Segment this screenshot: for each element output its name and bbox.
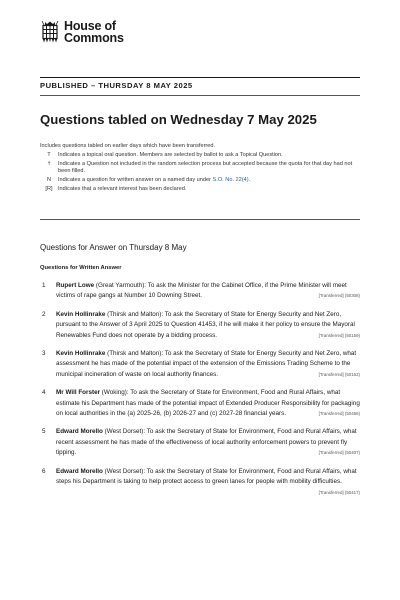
logo-line-2: Commons xyxy=(64,31,124,45)
key-symbol: N xyxy=(46,177,52,184)
question-text: To ask the Secretary of State for Energy Security and Net Zero, pursuant to the Answer of 3 April 2025 to Question 41453, if he will make it her policy to ensure the Mayoral Renewables Fund does not operate by a bidding process. xyxy=(56,310,355,339)
standing-order-link[interactable]: S.O. No. 22(4) xyxy=(212,177,249,184)
question-body xyxy=(56,281,360,302)
key-text: Indicates a question for written answer on a named day under xyxy=(58,177,213,184)
key-text: Indicates a topical oral question. Members are selected by ballot to ask a Topical Question. xyxy=(58,152,283,158)
question-item xyxy=(40,427,360,458)
key-symbol: T xyxy=(47,152,51,158)
key-text-container xyxy=(58,177,360,184)
question-number: 2 xyxy=(42,310,46,318)
question-reference: [Transferred] (50162) xyxy=(318,371,360,377)
divider xyxy=(40,219,360,220)
question-body xyxy=(56,310,360,341)
key-item xyxy=(40,186,360,193)
question-body xyxy=(56,427,360,458)
published-date: PUBLISHED – THURSDAY 8 MAY 2025 xyxy=(40,81,193,90)
symbol-key xyxy=(40,152,360,195)
key-text: Indicates a Question not included in the random selection process but accepted because the quota for that day had not been filled. xyxy=(58,161,353,175)
question-item xyxy=(40,310,360,341)
question-item xyxy=(40,467,360,498)
question-number: 3 xyxy=(42,350,46,358)
key-text-suffix: . xyxy=(248,177,251,184)
question-body xyxy=(56,349,360,380)
questions-list xyxy=(40,281,360,498)
key-text: Indicates that a relevant interest has been declared. xyxy=(58,186,187,193)
constituency: (Thirsk and Malton): xyxy=(107,350,164,358)
question-reference: [Transferred] (50159) xyxy=(318,332,360,338)
constituency: (West Dorset): xyxy=(104,428,146,436)
constituency: (Thirsk and Malton): xyxy=(107,310,164,318)
question-reference: [Transferred] (50456) xyxy=(318,411,360,417)
key-intro: Includes questions tabled on earlier days which have been transferred. xyxy=(40,143,216,149)
key-symbol: † xyxy=(47,161,51,167)
question-number: 5 xyxy=(42,428,46,436)
question-text: To ask the Minister for the Cabinet Office, if the Prime Minister will meet victims of rape gangs at Number 10 Downing Street. xyxy=(56,282,347,300)
constituency: (Woking): xyxy=(101,389,129,397)
portcullis-icon xyxy=(40,21,60,43)
key-symbol: [R] xyxy=(45,186,53,193)
question-item xyxy=(40,349,360,380)
member-name: Rupert Lowe xyxy=(56,282,95,289)
question-reference: [Transferred] (50417) xyxy=(318,489,360,495)
question-number: 4 xyxy=(42,389,46,397)
member-name: Kevin Hollinrake xyxy=(56,350,106,358)
top-rule xyxy=(40,77,360,78)
member-name: Mr Will Forster xyxy=(56,389,101,397)
section-subheading: Questions for Written Answer xyxy=(40,265,122,271)
question-item xyxy=(40,281,360,302)
member-name: Edward Morello xyxy=(56,467,103,475)
constituency: (West Dorset): xyxy=(104,467,146,475)
question-item xyxy=(40,388,360,419)
key-item xyxy=(40,152,360,159)
section-heading: Questions for Answer on Thursday 8 May xyxy=(40,243,187,252)
constituency: (Great Yarmouth): xyxy=(95,282,147,289)
page-title: Questions tabled on Wednesday 7 May 2025 xyxy=(40,112,317,127)
question-reference: [Transferred] (50407) xyxy=(318,450,360,456)
question-number: 6 xyxy=(42,467,46,475)
question-text: To ask the Secretary of State for Energy Security and Net Zero, what assessment he has made of the potential impact of the extension of the Emissions Trading Scheme to the municipal incineration of waste on local authority finances. xyxy=(56,350,357,378)
question-number: 1 xyxy=(42,282,46,289)
question-text: To ask the Secretary of State for Environment, Food and Rural Affairs, what recent assessment he has made of the effectiveness of local authority enforcement powers to prevent fly tipping. xyxy=(56,428,357,457)
key-item xyxy=(40,177,360,184)
member-name: Kevin Hollinrake xyxy=(56,310,106,318)
key-item xyxy=(40,161,360,176)
question-text: To ask the Secretary of State for Environment, Food and Rural Affairs, what estimate his Department has made of the potential impact of Extended Producer Responsibility for packaging on local authorities in the (a) 2025-26, (b) 2026-27 and (c) 2027-28 financial years. xyxy=(56,389,360,418)
divider xyxy=(40,95,360,96)
house-of-commons-logo xyxy=(40,20,124,44)
logo-wordmark xyxy=(64,20,124,44)
logo-line-1: House of xyxy=(64,19,116,33)
member-name: Edward Morello xyxy=(56,428,103,436)
question-body xyxy=(56,388,360,419)
question-reference: [Transferred] (50308) xyxy=(318,293,360,299)
question-text: To ask the Secretary of State for Environment, Food and Rural Affairs, what steps his Department is taking to help protect access to green lanes for people with mobility difficulties. xyxy=(56,467,357,486)
question-body xyxy=(56,467,360,498)
